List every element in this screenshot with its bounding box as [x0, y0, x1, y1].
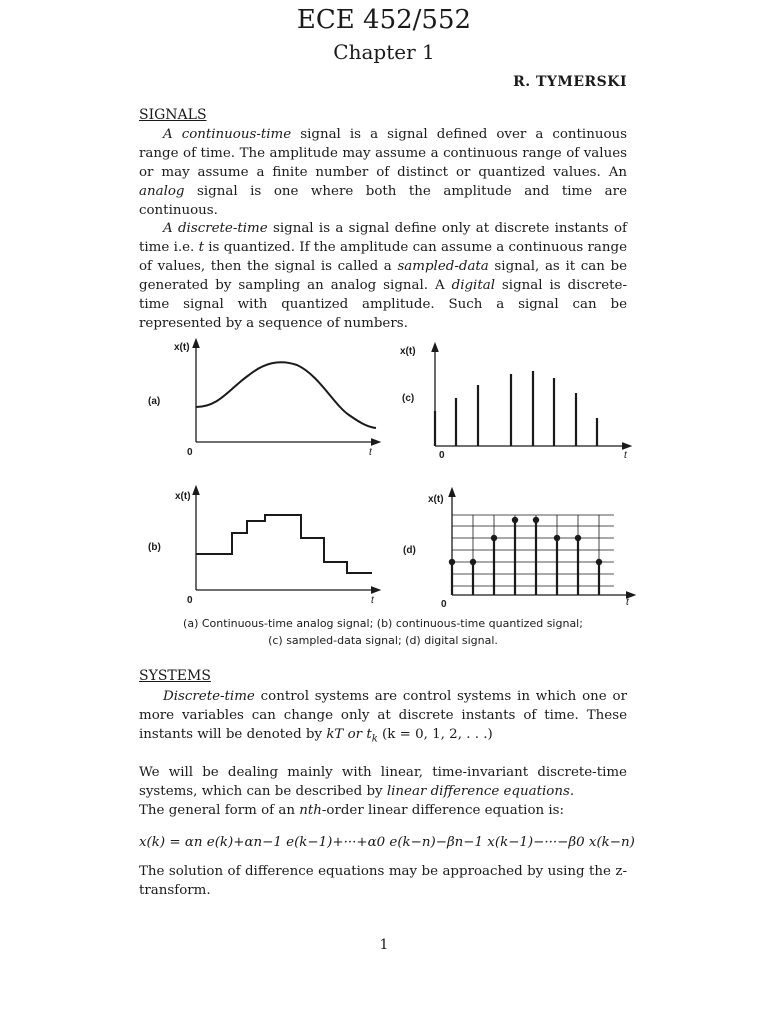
panel-c-sampled-data: [400, 346, 628, 461]
signals-paragraph-1: A continuous-time signal is a signal defined over a continuous range of time. The amplitude may assume a continuous range of values or may assume a finite number of distinct or quantized values. An analog signal is one where both the amplitude and time are continuous.: [139, 127, 627, 218]
panel-a-ylabel: x(t): [174, 342, 190, 353]
panel-a-xlabel: t: [369, 447, 372, 458]
panel-d-origin: 0: [441, 599, 447, 610]
systems-paragraph-1: Discrete-time control systems are control systems in which one or more variables can change only at discrete instants of time. These instants will be denoted by kT or $t_k$ (k = 0, 1, 2, . . .): [139, 689, 627, 745]
signals-heading: SIGNALS: [139, 107, 207, 123]
panel-c-origin: 0: [439, 450, 445, 461]
panel-b-ylabel: x(t): [175, 491, 191, 502]
term-linear-difference-equations: linear difference equations.: [386, 784, 575, 799]
panel-d-xlabel: t: [626, 597, 629, 608]
signals-paragraph-2: A discrete-time signal is a signal define only at discrete instants of time i.e. t is quantized. If the amplitude can assume a continuous range of values, then the signal is called a sampled-data signal, as it can be generated by sampling an analog signal. A digital signal is discrete-time signal with quantized amplitude. Such a signal can be represented by a sequence of numbers.: [139, 221, 627, 331]
term-discrete-time: A discrete-time: [163, 221, 268, 236]
panel-a-tag: (a): [148, 396, 161, 407]
panel-c-tag: (c): [402, 393, 415, 404]
panel-b-xlabel: t: [371, 595, 374, 606]
figure-caption-line-1: (a) Continuous-time analog signal; (b) continuous-time quantized signal;: [183, 617, 583, 630]
panel-c-xlabel: t: [624, 450, 627, 461]
author-name: R. TYMERSKI: [513, 74, 627, 90]
systems-paragraph-3: The solution of difference equations may be approached by using the z-transform.: [139, 864, 627, 898]
systems-paragraph-2: We will be dealing mainly with linear, time-invariant discrete-time systems, which can be described by linear difference equations. The general form of an nth-order linear difference equation is:: [139, 765, 627, 818]
document-title: ECE 452/552: [296, 5, 472, 35]
term-continuous-time: A continuous-time: [163, 127, 292, 142]
panel-c-ylabel: x(t): [400, 346, 416, 357]
difference-equation: x(k) = αn e(k)+αn−1 e(k−1)+···+α0 e(k−n)−βn−1 x(k−1)−···−β0 x(k−n): [139, 835, 635, 850]
panel-b-tag: (b): [148, 542, 161, 553]
term-discrete-time-systems: Discrete-time: [163, 689, 255, 704]
panel-b-continuous-quantized: [148, 490, 376, 606]
panel-d-ylabel: x(t): [428, 494, 444, 505]
chapter-subtitle: Chapter 1: [333, 40, 435, 64]
panel-d-tag: (d): [403, 545, 416, 556]
systems-heading: SYSTEMS: [139, 668, 211, 684]
term-digital: digital: [451, 278, 495, 293]
page-number: 1: [379, 937, 389, 953]
panel-a-origin: 0: [187, 447, 193, 458]
panel-a-continuous-analog: [148, 342, 376, 458]
term-sampled-data: sampled-data: [397, 259, 489, 274]
panel-b-origin: 0: [187, 595, 193, 606]
figure-caption-line-2: (c) sampled-data signal; (d) digital signal.: [268, 634, 498, 647]
panel-d-digital: [403, 492, 631, 610]
term-analog: analog: [139, 184, 185, 199]
signal-types-figure: [139, 335, 639, 650]
